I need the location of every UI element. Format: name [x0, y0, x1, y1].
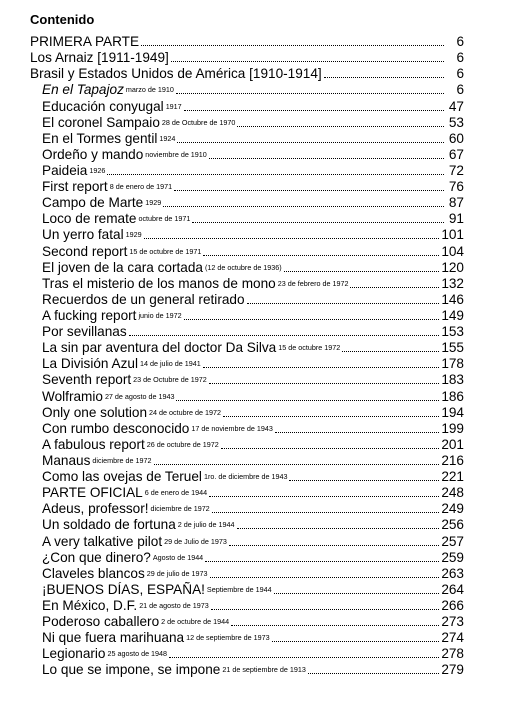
toc-entry-title: Educación conyugal: [42, 98, 164, 114]
toc-entry[interactable]: [30, 49, 464, 65]
toc-entry[interactable]: [30, 387, 464, 403]
toc-entry-title: El coronel Sampaio: [42, 114, 160, 130]
toc-dot-leader: [163, 205, 444, 207]
toc-entry-page-number: 72: [448, 162, 464, 178]
toc-dot-leader: [223, 415, 439, 417]
toc-entry-page-number: 186: [441, 388, 464, 404]
toc-entry-page-number: 201: [441, 436, 464, 452]
toc-dot-leader: [154, 463, 440, 465]
toc-entry-title: Como las ovejas de Teruel: [42, 469, 202, 485]
toc-entry-page-number: 76: [448, 179, 464, 195]
toc-entry-page-number: 279: [441, 662, 464, 678]
toc-entry-page-number: 60: [448, 130, 464, 146]
toc-entry-page-number: 104: [441, 243, 464, 259]
toc-dot-leader: [141, 44, 444, 46]
toc-entry-title: Tras el misterio de los manos de mono: [42, 275, 276, 291]
toc-dot-leader: [211, 608, 440, 610]
toc-entry-page-number: 67: [448, 146, 464, 162]
toc-entry-page-number: 6: [456, 82, 464, 98]
toc-entry-date-note: 21 de septiembre de 1913: [222, 665, 306, 675]
toc-entry-date-note: 25 agosto de 1948: [107, 649, 168, 659]
toc-entry-date-note: diciembre de 1972: [92, 455, 152, 465]
toc-entry[interactable]: [30, 468, 464, 484]
toc-entry-title: ¡BUENOS DÍAS, ESPAÑA!: [42, 581, 205, 597]
toc-entry-title: A fabulous report: [42, 436, 145, 452]
toc-entry-title: Con rumbo desconocido: [42, 420, 190, 436]
toc-entry[interactable]: [30, 65, 464, 81]
toc-entry[interactable]: [30, 452, 464, 468]
toc-entry-title: Adeus, professor!: [42, 501, 149, 517]
toc-entry[interactable]: [30, 436, 464, 452]
toc-entry[interactable]: [30, 645, 464, 661]
toc-entry-title: Only one solution: [42, 404, 148, 420]
toc-dot-leader: [209, 382, 440, 384]
toc-dot-leader: [209, 157, 444, 159]
toc-entry[interactable]: [30, 371, 464, 387]
toc-entry-date-note: 27 de agosto de 1943: [104, 391, 175, 401]
toc-dot-leader: [274, 592, 440, 594]
toc-entry[interactable]: [30, 242, 464, 258]
toc-entry-page-number: 259: [441, 549, 464, 565]
toc-entry-page-number: 178: [441, 356, 464, 372]
toc-dot-leader: [184, 318, 440, 320]
toc-entry-title: Wolframio: [42, 388, 103, 404]
toc-entry-date-note: 26 de octubre de 1972: [146, 439, 219, 449]
toc-entry[interactable]: [30, 323, 464, 339]
toc-entry-title: PRIMERA PARTE: [30, 34, 140, 50]
toc-entry-date-note: 2 de julio de 1944: [177, 520, 235, 530]
toc-entry-title: Claveles blancos: [42, 565, 145, 581]
toc-dot-leader: [177, 141, 444, 143]
toc-entry-title: Poderoso caballero: [42, 614, 160, 630]
toc-dot-leader: [237, 527, 440, 529]
toc-entry-page-number: 47: [448, 98, 464, 114]
toc-entry-title: Lo que se impone, se impone: [42, 662, 221, 678]
toc-dot-leader: [176, 92, 444, 94]
toc-entry-page-number: 221: [441, 469, 464, 485]
toc-dot-leader: [129, 334, 440, 336]
toc-entry-page-number: 278: [441, 646, 464, 662]
toc-dot-leader: [350, 286, 439, 288]
toc-entry-date-note: 28 de Octubre de 1970: [161, 117, 236, 127]
toc-entry-date-note: 23 de febrero de 1972: [277, 278, 349, 288]
toc-entry[interactable]: [30, 291, 464, 307]
toc-entry-date-note: junio de 1972: [138, 310, 182, 320]
toc-dot-leader: [308, 672, 439, 674]
toc-entry-title: Manaus: [42, 452, 91, 468]
toc-entry-title: ¿Con que dinero?: [42, 549, 151, 565]
toc-entry[interactable]: [30, 484, 464, 500]
toc-dot-leader: [203, 366, 440, 368]
toc-entry[interactable]: [30, 661, 464, 677]
toc-entry-title: Ordeño y mando: [42, 146, 144, 162]
toc-entry-date-note: 15 de octubre de 1971: [129, 246, 202, 256]
toc-entry[interactable]: [30, 500, 464, 516]
toc-entry[interactable]: [30, 355, 464, 371]
toc-entry-page-number: 91: [448, 211, 464, 227]
toc-entry-title: Un soldado de fortuna: [42, 517, 176, 533]
toc-entry-page-number: 87: [448, 195, 464, 211]
toc-entry-title: La División Azul: [42, 356, 138, 372]
toc-entry-title: Legionario: [42, 646, 106, 662]
toc-entry-title: Ni que fuera marihuana: [42, 630, 185, 646]
toc-entry-date-note: 23 de Octubre de 1972: [133, 375, 207, 385]
toc-entry[interactable]: [30, 549, 464, 565]
toc-entry-title: PARTE OFICIAL: [42, 485, 143, 501]
toc-entry-page-number: 132: [441, 275, 464, 291]
toc-entry-title: Por sevillanas: [42, 324, 127, 340]
toc-entry[interactable]: [30, 516, 464, 532]
toc-entry-page-number: 266: [441, 597, 464, 613]
toc-entry-page-number: 264: [441, 581, 464, 597]
toc-entry-date-note: 15 de octubre 1972: [278, 343, 341, 353]
toc-dot-leader: [284, 270, 440, 272]
toc-entry-date-note: 1917: [165, 101, 182, 111]
toc-entry-title: Seventh report: [42, 372, 132, 388]
toc-entry-page-number: 153: [441, 324, 464, 340]
toc-entry-date-note: noviembre de 1910: [145, 149, 207, 159]
toc-entry-page-number: 155: [441, 340, 464, 356]
toc-dot-leader: [144, 237, 440, 239]
toc-dot-leader: [231, 624, 439, 626]
toc-entry-date-note: 21 de agosto de 1973: [139, 600, 209, 610]
toc-dot-leader: [275, 431, 439, 433]
toc-entry-page-number: 249: [441, 501, 464, 517]
toc-entry[interactable]: [30, 581, 464, 597]
toc-entry-date-note: diciembre de 1972: [150, 504, 210, 514]
toc-dot-leader: [205, 560, 439, 562]
toc-entry-title: Recuerdos de un general retirado: [42, 291, 245, 307]
toc-entry-date-note: 1924: [159, 133, 176, 143]
toc-entry[interactable]: [30, 565, 464, 581]
toc-entry-date-note: 2 de octubre de 1944: [161, 617, 230, 627]
toc-entry-title: Un yerro fatal: [42, 227, 124, 243]
toc-entry-title: A fucking report: [42, 307, 137, 323]
toc-entry-page-number: 6: [456, 34, 464, 50]
toc-entry[interactable]: [30, 404, 464, 420]
toc-entry[interactable]: [30, 146, 464, 162]
toc-entry-date-note: 1ro. de diciembre de 1943: [203, 472, 288, 482]
toc-entry-date-note: 6 de enero de 1944: [144, 488, 208, 498]
toc-entry-date-note: 29 de Julio de 1973: [164, 536, 227, 546]
toc-entry[interactable]: [30, 613, 464, 629]
toc-dot-leader: [174, 189, 444, 191]
toc-dot-leader: [229, 544, 439, 546]
toc-entry-title: Campo de Marte: [42, 195, 144, 211]
toc-entry-title: Brasil y Estados Unidos de América [1910-1914]: [30, 66, 322, 82]
toc-entry-title: Paideia: [42, 162, 88, 178]
toc-dot-leader: [192, 221, 444, 223]
toc-entry-title: Loco de remate: [42, 211, 137, 227]
toc-entry-date-note: 12 de septiembre de 1973: [186, 633, 270, 643]
toc-dot-leader: [210, 576, 440, 578]
toc-dot-leader: [107, 173, 444, 175]
toc-dot-leader: [342, 350, 439, 352]
toc-entry-date-note: 17 de noviembre de 1943: [191, 423, 273, 433]
toc-entry-date-note: 24 de octubre de 1972: [149, 407, 221, 417]
toc-entry-page-number: 183: [441, 372, 464, 388]
toc-entry[interactable]: [30, 162, 464, 178]
toc-entry[interactable]: [30, 33, 464, 49]
toc-dot-leader: [237, 125, 444, 127]
toc-dot-leader: [184, 109, 444, 111]
toc-dot-leader: [169, 656, 439, 658]
toc-entry-title: En México, D.F.: [42, 597, 138, 613]
toc-entry[interactable]: [30, 178, 464, 194]
toc-entry-date-note: 14 de julio de 1941: [139, 359, 201, 369]
toc-entry[interactable]: [30, 420, 464, 436]
toc-entry[interactable]: [30, 275, 464, 291]
toc-entry-page-number: 248: [441, 485, 464, 501]
toc-entry[interactable]: [30, 629, 464, 645]
toc-entry[interactable]: [30, 259, 464, 275]
toc-dot-leader: [289, 479, 439, 481]
toc-entry-page-number: 101: [441, 227, 464, 243]
toc-entry-date-note: octubre de 1971: [138, 214, 191, 224]
toc-dot-leader: [171, 60, 444, 62]
toc-entry-title: En el Tormes gentil: [42, 130, 158, 146]
toc-heading: Contenido: [30, 12, 95, 27]
toc-dot-leader: [324, 76, 444, 78]
toc-entry[interactable]: [30, 114, 464, 130]
toc-entry-title: La sin par aventura del doctor Da Silva: [42, 340, 277, 356]
toc-entry-date-note: Septiembre de 1944: [206, 584, 272, 594]
toc-entry-page-number: 216: [441, 452, 464, 468]
toc-dot-leader: [203, 254, 439, 256]
toc-entry-date-note: marzo de 1910: [125, 85, 174, 95]
toc-entry-title: En el Tapajoz: [42, 82, 124, 98]
toc-entry[interactable]: [30, 307, 464, 323]
toc-entry-date-note: 8 de enero de 1971: [109, 182, 173, 192]
toc-entry-date-note: 29 de julio de 1973: [146, 568, 208, 578]
toc-entry[interactable]: [30, 194, 464, 210]
toc-entry-page-number: 257: [441, 533, 464, 549]
toc-list: [30, 33, 464, 677]
toc-entry-page-number: 256: [441, 517, 464, 533]
toc-entry[interactable]: [30, 597, 464, 613]
toc-entry[interactable]: [30, 532, 464, 548]
toc-entry-page-number: 53: [448, 114, 464, 130]
toc-entry-date-note: 1929: [125, 230, 142, 240]
toc-dot-leader: [272, 640, 440, 642]
toc-entry-date-note: (12 de octubre de 1936): [204, 262, 282, 272]
toc-dot-leader: [247, 302, 440, 304]
toc-entry-title: A very talkative pilot: [42, 533, 163, 549]
toc-entry[interactable]: [30, 226, 464, 242]
toc-entry-date-note: Agosto de 1944: [152, 552, 204, 562]
toc-entry-title: El joven de la cara cortada: [42, 259, 203, 275]
toc-dot-leader: [209, 495, 439, 497]
toc-entry-page-number: 263: [441, 565, 464, 581]
toc-entry-page-number: 6: [456, 66, 464, 82]
toc-entry-page-number: 199: [441, 420, 464, 436]
toc-dot-leader: [212, 511, 440, 513]
toc-dot-leader: [176, 399, 439, 401]
toc-entry-title: Second report: [42, 243, 128, 259]
toc-entry[interactable]: [30, 97, 464, 113]
toc-entry-page-number: 273: [441, 614, 464, 630]
toc-entry-page-number: 6: [456, 50, 464, 66]
toc-entry-title: First report: [42, 179, 108, 195]
toc-entry[interactable]: [30, 81, 464, 97]
toc-entry-page-number: 149: [441, 307, 464, 323]
toc-dot-leader: [221, 447, 440, 449]
toc-entry[interactable]: [30, 130, 464, 146]
toc-entry-date-note: 1929: [145, 198, 162, 208]
toc-entry-page-number: 194: [441, 404, 464, 420]
toc-entry-page-number: 274: [441, 630, 464, 646]
toc-entry[interactable]: [30, 339, 464, 355]
toc-entry-page-number: 146: [441, 291, 464, 307]
toc-entry-title: Los Arnaiz [1911-1949]: [30, 50, 169, 66]
toc-entry[interactable]: [30, 210, 464, 226]
toc-entry-page-number: 120: [441, 259, 464, 275]
toc-entry-date-note: 1926: [89, 165, 106, 175]
